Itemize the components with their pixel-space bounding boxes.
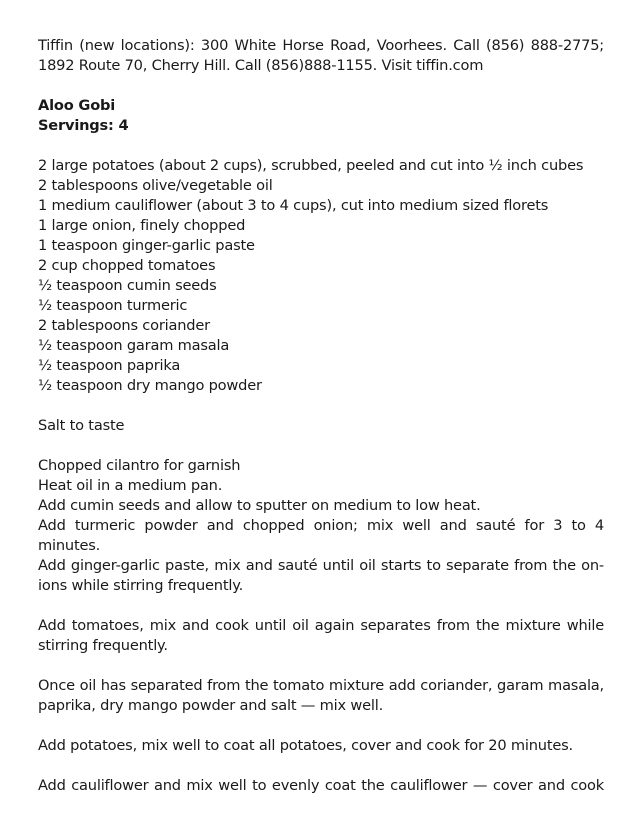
intro-line: 1892 Route 70, Cherry Hill. Call (856)888-1155. Visit tiffin.com bbox=[38, 57, 484, 74]
ingredient-line: 1 large onion, finely chopped bbox=[38, 217, 246, 234]
salt-line: Salt to taste bbox=[38, 417, 125, 434]
step-line: ions while stirring frequently. bbox=[38, 577, 244, 594]
paragraph-line: Add potatoes, mix well to coat all potatoes, cover and cook for 20 minutes. bbox=[38, 737, 573, 754]
intro-paragraph bbox=[38, 36, 604, 76]
tomatoes-paragraph bbox=[38, 616, 604, 656]
document-page bbox=[38, 36, 604, 796]
ingredient-line: 2 cup chopped tomatoes bbox=[38, 257, 216, 274]
paragraph-line: Add cauliflower and mix well to evenly coat the cauliflower — cover and cook bbox=[38, 777, 604, 794]
salt-paragraph bbox=[38, 416, 604, 436]
recipe-servings: Servings: 4 bbox=[38, 117, 129, 134]
ingredient-line: ½ teaspoon paprika bbox=[38, 357, 181, 374]
intro-line: Tiffin (new locations): 300 White Horse Road, Voorhees. Call (856) 888-2775; bbox=[38, 37, 604, 54]
cauliflower-paragraph bbox=[38, 776, 604, 796]
step-line: Heat oil in a medium pan. bbox=[38, 477, 223, 494]
paragraph-line: stirring frequently. bbox=[38, 637, 168, 654]
ingredient-line: ½ teaspoon garam masala bbox=[38, 337, 230, 354]
ingredient-line: ½ teaspoon cumin seeds bbox=[38, 277, 217, 294]
recipe-header bbox=[38, 96, 604, 136]
ingredient-line: 1 teaspoon ginger-garlic paste bbox=[38, 237, 255, 254]
ingredient-line: ½ teaspoon dry mango powder bbox=[38, 377, 262, 394]
step-line: Add ginger-garlic paste, mix and sauté until oil starts to separate from the on- bbox=[38, 557, 604, 574]
ingredients-list bbox=[38, 156, 604, 396]
paragraph-line: paprika, dry mango powder and salt — mix well. bbox=[38, 697, 384, 714]
oil-paragraph bbox=[38, 676, 604, 716]
paragraph-line: Add tomatoes, mix and cook until oil again separates from the mixture while bbox=[38, 617, 604, 634]
step-line: Add cumin seeds and allow to sputter on medium to low heat. bbox=[38, 497, 481, 514]
recipe-title: Aloo Gobi bbox=[38, 97, 116, 114]
ingredient-line: ½ teaspoon turmeric bbox=[38, 297, 188, 314]
paragraph-line: Once oil has separated from the tomato mixture add coriander, garam masala, bbox=[38, 677, 604, 694]
ingredient-line: 2 large potatoes (about 2 cups), scrubbed, peeled and cut into ½ inch cubes bbox=[38, 157, 584, 174]
step-line: Chopped cilantro for garnish bbox=[38, 457, 241, 474]
ingredient-line: 1 medium cauliflower (about 3 to 4 cups), cut into medium sized florets bbox=[38, 197, 549, 214]
steps-block bbox=[38, 456, 604, 596]
potatoes-paragraph bbox=[38, 736, 604, 756]
ingredient-line: 2 tablespoons olive/vegetable oil bbox=[38, 177, 273, 194]
ingredient-line: 2 tablespoons coriander bbox=[38, 317, 210, 334]
step-line: Add turmeric powder and chopped onion; mix well and sauté for 3 to 4 minutes. bbox=[38, 517, 604, 554]
